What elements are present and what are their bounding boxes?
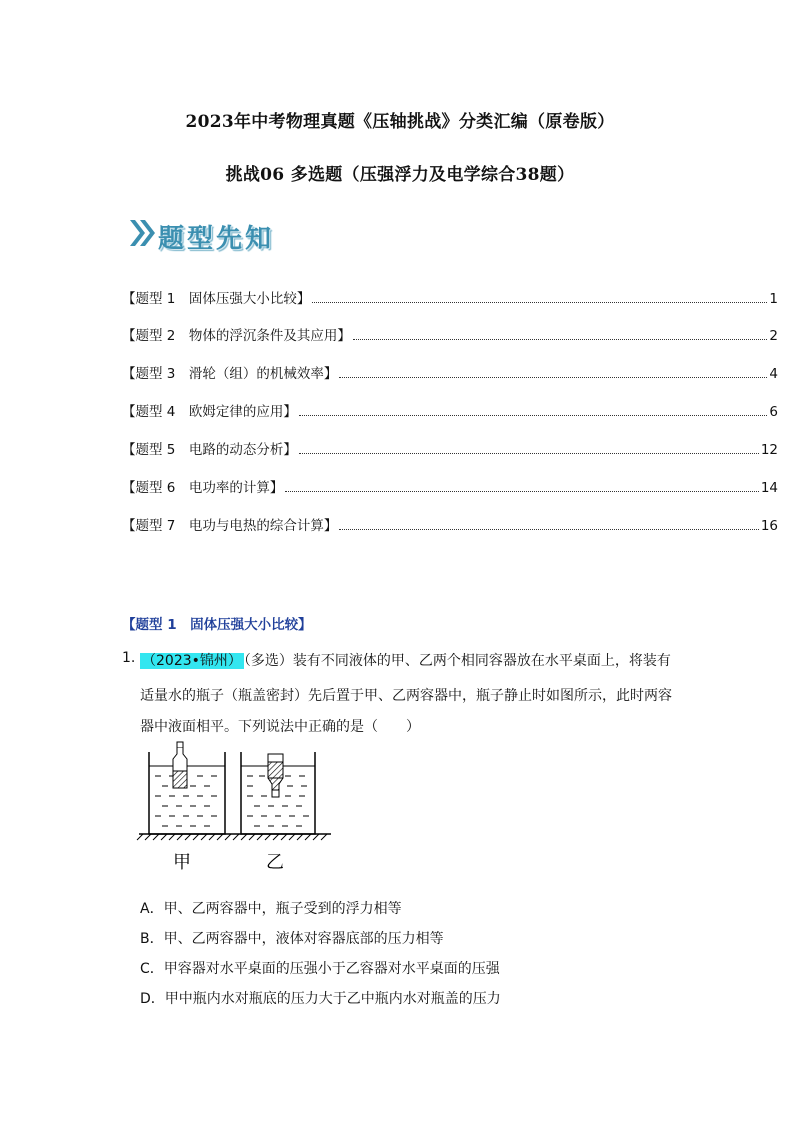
question-line-2: 适量水的瓶子（瓶盖密封）先后置于甲、乙两容器中，瓶子静止时如图所示，此时两容 — [140, 688, 672, 704]
toc-leader — [299, 414, 768, 416]
question-text-1: （多选）装有不同液体的甲、乙两个相同容器放在水平桌面上，将装有 — [243, 653, 671, 669]
toc-entry-label: 【题型 7 电功与电热的综合计算】 — [122, 518, 338, 534]
container-yi — [241, 752, 315, 834]
bottle-inverted — [268, 754, 283, 797]
toc-entry[interactable] — [122, 324, 778, 344]
toc-leader — [312, 301, 767, 303]
option-d[interactable]: D．甲中瓶内水对瓶底的压力大于乙中瓶内水对瓶盖的压力 — [140, 991, 501, 1007]
document-title: 2023年中考物理真题《压轴挑战》分类汇编（原卷版） — [185, 112, 615, 132]
option-a[interactable]: A．甲、乙两容器中，瓶子受到的浮力相等 — [140, 901, 402, 917]
toc-leader — [353, 338, 768, 340]
question-line-1 — [140, 650, 671, 670]
toc-entry-label: 【题型 4 欧姆定律的应用】 — [122, 404, 297, 420]
question-figure — [135, 740, 335, 875]
double-chevron-icon — [128, 216, 158, 250]
toc-entry[interactable] — [122, 476, 778, 496]
question-line-3: 器中液面相平。下列说法中正确的是（ ） — [140, 719, 420, 735]
toc-entry-page: 2 — [769, 328, 778, 344]
figure-label-left: 甲 — [173, 852, 191, 873]
toc-entry-page: 16 — [760, 518, 778, 534]
toc-leader — [285, 490, 758, 492]
question-number: 1. — [122, 650, 136, 666]
document-subtitle: 挑战06 多选题（压强浮力及电学综合38题） — [225, 165, 575, 185]
toc-entry-label: 【题型 5 电路的动态分析】 — [122, 442, 297, 458]
toc-leader — [299, 452, 759, 454]
toc-leader — [339, 528, 758, 530]
toc-entry-label: 【题型 3 滑轮（组）的机械效率】 — [122, 366, 338, 382]
toc-entry-label: 【题型 2 物体的浮沉条件及其应用】 — [122, 328, 351, 344]
banner-text: 题型先知 — [158, 224, 275, 254]
toc-entry[interactable] — [122, 514, 778, 534]
option-b[interactable]: B．甲、乙两容器中，液体对容器底部的压力相等 — [140, 931, 444, 947]
toc-entry[interactable] — [122, 400, 778, 420]
toc-entry[interactable] — [122, 438, 778, 458]
question-source: （2023•锦州） — [142, 653, 242, 669]
toc-entry-page: 14 — [760, 480, 778, 496]
toc-entry-label: 【题型 1 固体压强大小比较】 — [122, 291, 311, 307]
container-jia — [149, 742, 225, 834]
ground-hatch — [137, 834, 327, 840]
bottle-upright — [173, 742, 187, 788]
toc-entry-label: 【题型 6 电功率的计算】 — [122, 480, 284, 496]
option-c[interactable]: C．甲容器对水平桌面的压强小于乙容器对水平桌面的压强 — [140, 961, 500, 977]
toc-entry-page: 12 — [760, 442, 778, 458]
toc-entry-page: 1 — [769, 291, 778, 307]
toc-entry-page: 6 — [769, 404, 778, 420]
section-heading: 【题型 1 固体压强大小比较】 — [122, 617, 312, 633]
section-banner — [128, 216, 288, 256]
toc-entry[interactable] — [122, 287, 778, 307]
toc-leader — [339, 376, 767, 378]
figure-label-right: 乙 — [266, 852, 284, 873]
toc-entry-page: 4 — [769, 366, 778, 382]
toc-entry[interactable] — [122, 362, 778, 382]
